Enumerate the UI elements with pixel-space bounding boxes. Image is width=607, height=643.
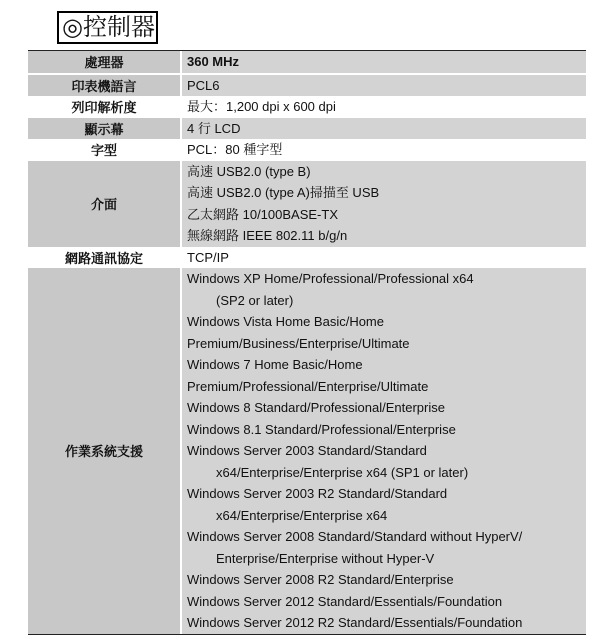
row-label: 列印解析度 xyxy=(28,96,181,118)
row-value xyxy=(181,161,586,247)
spec-table-body xyxy=(28,51,586,634)
value-line: Windows 8.1 Standard/Professional/Enterprise xyxy=(187,421,456,437)
table-bottom-rule xyxy=(28,634,586,635)
value-line: (SP2 or later) xyxy=(216,292,294,308)
value-line: Windows 8 Standard/Professional/Enterprise xyxy=(187,400,445,415)
row-value xyxy=(181,96,586,118)
value-line: TCP/IP xyxy=(187,249,229,265)
value-line: Windows 7 Home Basic/Home xyxy=(187,357,363,372)
row-label: 顯示幕 xyxy=(28,118,181,140)
value-line: Windows Server 2012 R2 Standard/Essentials/Foundation xyxy=(187,615,523,630)
value-line: 無線網路 IEEE 802.11 b/g/n xyxy=(187,228,348,243)
value-line: PCL：80 種字型 xyxy=(187,142,283,157)
row-label: 作業系統支援 xyxy=(28,268,181,634)
row-label: 介面 xyxy=(28,161,181,247)
row-label: 字型 xyxy=(28,139,181,161)
value-line: 高速 USB2.0 (type B) xyxy=(187,163,311,179)
value-line: Enterprise/Enterprise without Hyper-V xyxy=(216,550,435,566)
row-value xyxy=(181,51,586,74)
row-label: 印表機語言 xyxy=(28,74,181,97)
value-line: x64/Enterprise/Enterprise x64 xyxy=(216,507,388,523)
table-row xyxy=(28,118,586,140)
value-line: PCL6 xyxy=(187,77,220,93)
row-value xyxy=(181,74,586,97)
value-line: Windows Server 2008 Standard/Standard without HyperV/ xyxy=(187,529,523,544)
row-value xyxy=(181,268,586,634)
value-line: x64/Enterprise/Enterprise x64 (SP1 or later) xyxy=(216,464,469,480)
spec-table xyxy=(28,51,586,634)
value-line: 高速 USB2.0 (type A)掃描至 USB xyxy=(187,185,380,200)
value-line: Windows XP Home/Professional/Professional x64 xyxy=(187,271,474,286)
value-line: 360 MHz xyxy=(187,54,240,69)
value-line: Windows Server 2003 R2 Standard/Standard xyxy=(187,486,448,501)
row-value xyxy=(181,247,586,269)
value-line: 4 行 LCD xyxy=(187,120,241,136)
value-line: Windows Server 2008 R2 Standard/Enterprise xyxy=(187,572,454,587)
table-row xyxy=(28,74,586,97)
table-row xyxy=(28,268,586,634)
row-label: 處理器 xyxy=(28,51,181,74)
table-row xyxy=(28,247,586,269)
value-line: Premium/Professional/Enterprise/Ultimate xyxy=(187,378,429,394)
table-row xyxy=(28,139,586,161)
value-line: 最大：1,200 dpi x 600 dpi xyxy=(187,99,336,114)
row-value xyxy=(181,139,586,161)
table-row xyxy=(28,51,586,74)
table-row xyxy=(28,96,586,118)
table-row xyxy=(28,161,586,247)
value-line: Windows Vista Home Basic/Home xyxy=(187,314,384,329)
value-line: Premium/Business/Enterprise/Ultimate xyxy=(187,335,410,351)
value-line: Windows Server 2012 Standard/Essentials/Foundation xyxy=(187,593,503,609)
row-label: 網路通訊協定 xyxy=(28,247,181,269)
row-value xyxy=(181,118,586,140)
value-line: 乙太網路 10/100BASE-TX xyxy=(187,206,338,222)
value-line: Windows Server 2003 Standard/Standard xyxy=(187,443,427,458)
section-title: ◎控制器 xyxy=(57,11,158,44)
